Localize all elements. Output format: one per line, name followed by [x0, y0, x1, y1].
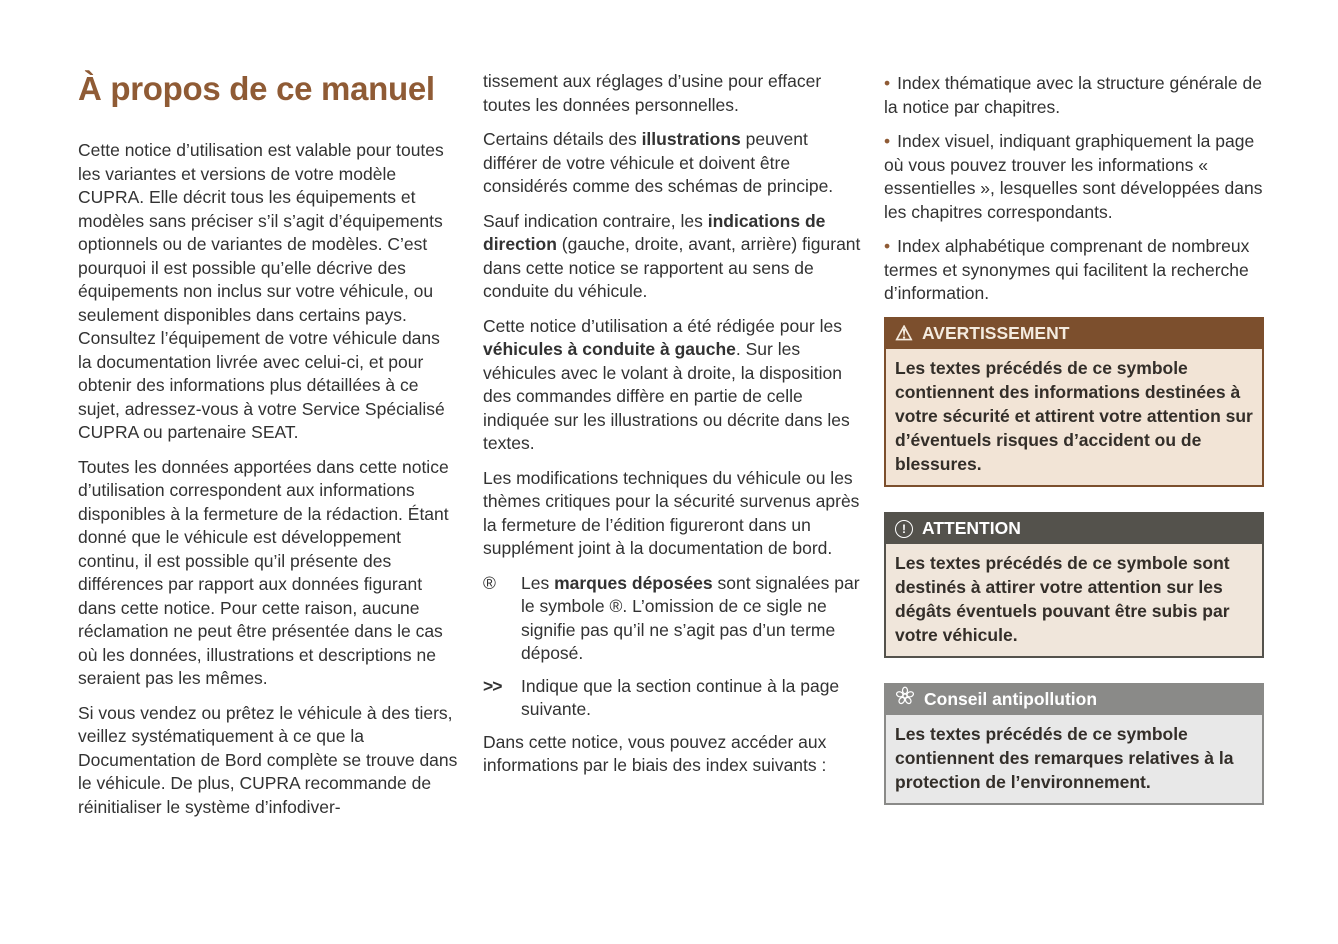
bullet-icon: •: [884, 131, 891, 151]
text-run: Dans cette notice, vous pouvez accéder aux informations par le biais des index suivants :: [483, 731, 827, 775]
text-run: Si vous vendez ou prêtez le véhicule à des tiers, veillez systématiquement à ce que la Documentation de Bord complète se trouve dans le véhicule. De plus, CUPRA recommande de réinitialiser le système d’infodiver-: [78, 702, 458, 817]
legend-item: [483, 675, 863, 722]
text-run: peuvent différer de votre véhicule et doivent être considérés comme des schémas de principe.: [483, 129, 834, 196]
legend-text: [521, 675, 863, 722]
text-run: Index visuel, indiquant graphiquement la page où vous pouvez trouver les informations « essentielles », lesquelles sont développées dans les chapitres correspondants.: [884, 131, 1263, 222]
bullet-item: [884, 72, 1264, 119]
bold-text: indications de direction: [483, 210, 826, 254]
exclamation-circle-icon: !: [895, 520, 913, 538]
callout-body: Les textes précédés de ce symbole contiennent des remarques relatives à la protection de l’environnement.: [886, 715, 1262, 803]
bullet-icon: •: [884, 73, 891, 93]
callout-title: AVERTISSEMENT: [921, 322, 1070, 343]
flower-icon: [895, 686, 915, 713]
text-run: Sauf indication contraire, les: [483, 210, 708, 231]
text-run: sont signalées par le symbole ®. L’omission de ce sigle ne signifie pas qu’il ne s’agit pas d’un terme déposé.: [521, 572, 860, 663]
bullet-item: [884, 235, 1264, 306]
paragraph: [483, 70, 863, 117]
bold-text: marques déposées: [554, 572, 713, 593]
text-run: Toutes les données apportées dans cette notice d’utilisation correspondent aux informations disponibles à la fermeture de la rédaction. Étant donné que le véhicule est développement continu, il est possible qu’il présente des différences par rapport aux données figurant dans cette notice. Pour cette raison, aucune réclamation ne peut être présentée dans le cas où les données, illustrations et descriptions ne seraient pas les mêmes.: [78, 456, 449, 688]
text-run: Indique que la section continue à la page suivante.: [521, 675, 840, 719]
callout-eco: [884, 683, 1264, 805]
column-left: [78, 139, 458, 830]
paragraph: [483, 467, 863, 561]
paragraph: [483, 731, 863, 778]
paragraph: [78, 456, 458, 691]
paragraph: [483, 210, 863, 304]
callout-header: [886, 319, 1262, 349]
bold-text: illustrations: [641, 129, 741, 149]
bullet-icon: •: [884, 236, 891, 256]
text-run: Index thématique avec la structure générale de la notice par chapitres.: [884, 73, 1262, 117]
paragraph: [78, 139, 458, 445]
legend-item: [483, 572, 863, 666]
column-middle: [483, 70, 863, 789]
callout-body: Les textes précédés de ce symbole sont destinés à attirer votre attention sur les dégâts éventuels pouvant être subis par votre véhicule.: [886, 544, 1262, 656]
text-run: (gauche, droite, avant, arrière) figurant dans cette notice se rapportent au sens de conduite du véhicule.: [483, 234, 861, 301]
callout-title: ATTENTION: [922, 517, 1021, 538]
text-run: Les: [521, 572, 555, 593]
callout-header: [886, 685, 1262, 715]
legend-text: [521, 572, 863, 666]
page-title: À propos de ce manuel: [78, 70, 435, 107]
text-run: Index alphabétique comprenant de nombreux termes et synonymes qui facilitent la recherche d’information.: [884, 236, 1250, 303]
callout-title: Conseil antipollution: [924, 688, 1098, 709]
paragraph: [78, 702, 458, 820]
text-run: . Sur les véhicules avec le volant à droite, la disposition des commandes diffère en partie de celle indiquée sur les illustrations ou décrite dans les textes.: [483, 339, 850, 453]
callout-header: [886, 514, 1262, 544]
legend-symbol: ®: [483, 572, 496, 593]
callout-warning: [884, 317, 1264, 487]
text-run: Certains détails des: [483, 129, 642, 149]
column-right: [884, 72, 1264, 805]
paragraph: [483, 315, 863, 456]
paragraph: [483, 128, 863, 199]
text-run: Les modifications techniques du véhicule ou les thèmes critiques pour la sécurité survenus après la fermeture de l’édition figureront dans un supplément joint à la documentation de bord.: [483, 467, 860, 558]
text-run: tissement aux réglages d’usine pour effacer toutes les données personnelles.: [483, 71, 822, 115]
text-run: Cette notice d’utilisation a été rédigée pour les: [483, 315, 842, 336]
callout-body: Les textes précédés de ce symbole contiennent des informations destinées à votre sécurité et attirent votre attention sur d’éventuels risques d’accident ou de blessures.: [886, 349, 1262, 485]
warning-triangle-icon: ⚠: [895, 322, 913, 345]
bullet-item: [884, 130, 1264, 224]
callout-caution: [884, 512, 1264, 658]
bold-text: véhicules à conduite à gauche: [483, 339, 736, 359]
legend-symbol: >>: [483, 675, 502, 696]
text-run: Cette notice d’utilisation est valable pour toutes les variantes et versions de votre modèle CUPRA. Elle décrit tous les équipements et modèles sans préciser s’il s’agit d’équipements optionnels ou de variantes de modèles. C’est pourquoi il est possible qu’elle décrive des équipements non inclus sur votre véhicule, ou seulement disponibles dans certains pays. Consultez l’équipement de votre véhicule dans la documentation livrée avec celui-ci, et pour obtenir des informations plus détaillées à ce sujet, adressez-vous à votre Service Spécialisé CUPRA ou partenaire SEAT.: [78, 140, 445, 442]
